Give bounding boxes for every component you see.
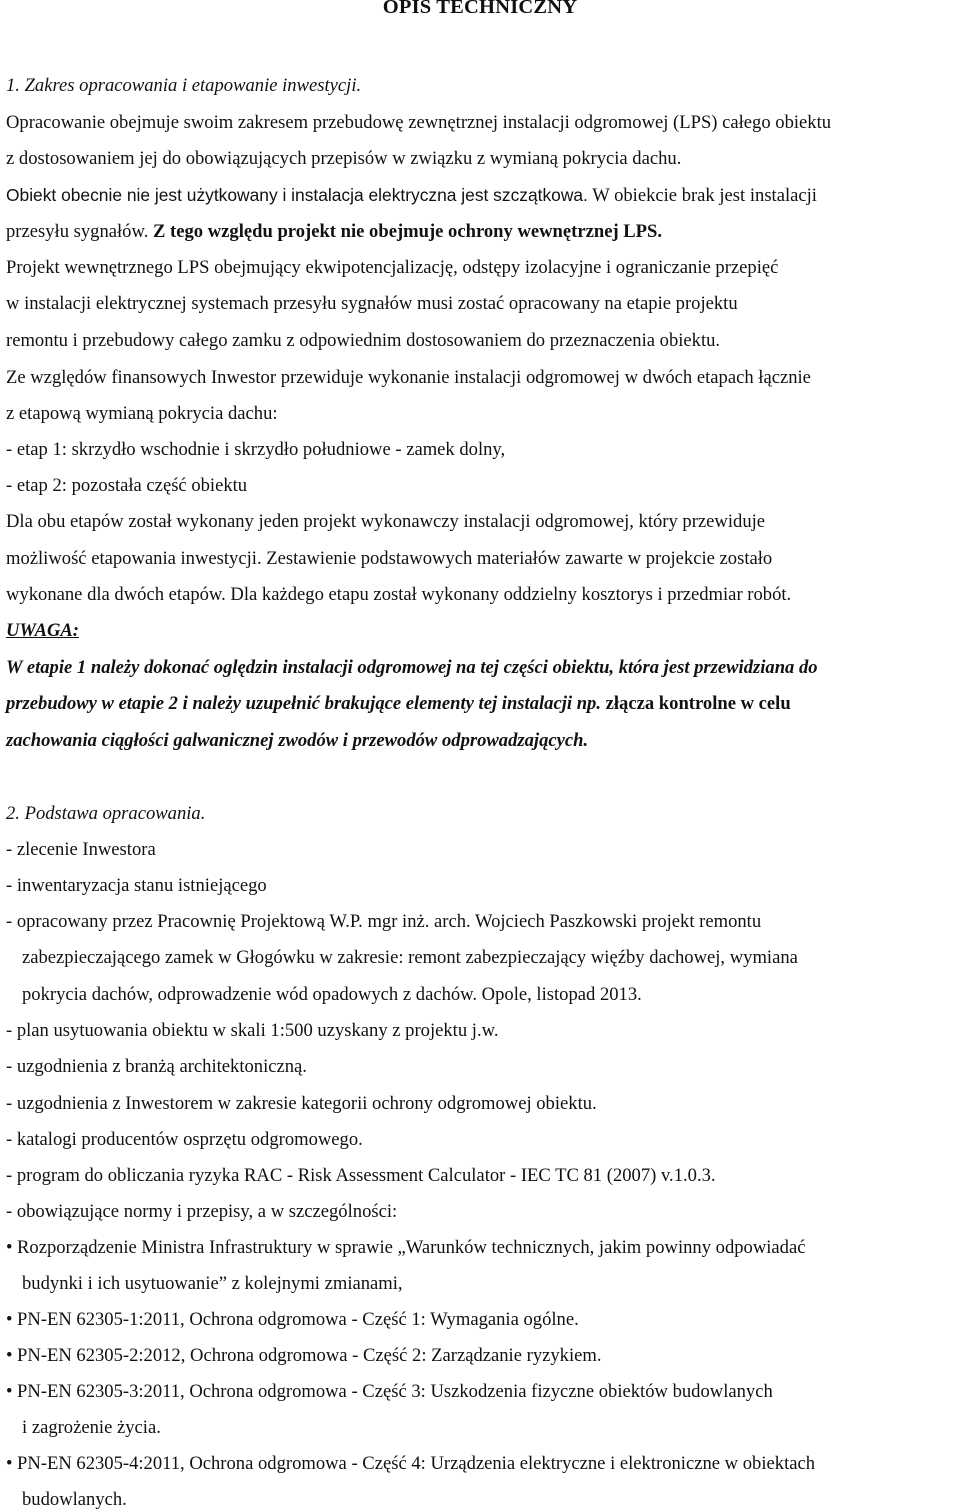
warning-line: W etapie 1 należy dokonać oględzin instalacji odgromowej na tej części obiektu, która jest przewidziana do [6,657,818,678]
paragraph-line [6,183,817,208]
document-title: OPIS TECHNICZNY [382,0,578,18]
norm-text: Rozporządzenie Ministra Infrastruktury w sprawie „Warunków technicznych, jakim powinny odpowiadać [17,1237,806,1258]
paragraph-line: remontu i przebudowy całego zamku z odpowiednim dostosowaniem do przeznaczenia obiektu. [6,330,721,351]
bullet-icon: • [6,1345,13,1366]
list-item: - plan usytuowania obiektu w skali 1:500 uzyskany z projektu j.w. [6,1020,499,1041]
warning-text: złącza kontrolne w celu [605,693,791,714]
bullet-icon: • [6,1237,13,1258]
paragraph-line: w instalacji elektrycznej systemach przesyłu sygnałów musi zostać opracowany na etapie projektu [6,293,738,314]
list-item: - inwentaryzacja stanu istniejącego [6,875,267,896]
norm-item [6,1344,602,1368]
list-item: - zlecenie Inwestora [6,839,156,860]
paragraph-text: Obiekt obecnie nie jest użytkowany i instalacja elektryczna jest szczątkowa. [6,185,588,205]
norm-text: PN-EN 62305-4:2011, Ochrona odgromowa - Część 4: Urządzenia elektryczne i elektroniczne w obiektach [17,1453,816,1474]
list-item: - uzgodnienia z Inwestorem w zakresie kategorii ochrony odgromowej obiektu. [6,1093,597,1114]
warning-line [6,692,791,716]
paragraph-line: Projekt wewnętrznego LPS obejmujący ekwipotencjalizację, odstępy izolacyjne i ograniczanie przepięć [6,257,779,278]
list-item-continuation: pokrycia dachów, odprowadzenie wód opadowych z dachów. Opole, listopad 2013. [22,984,642,1005]
paragraph-line: Opracowanie obejmuje swoim zakresem przebudowę zewnętrznej instalacji odgromowej (LPS) całego obiektu [6,112,832,133]
bold-note: Z tego względu projekt nie obejmuje ochrony wewnętrznej LPS. [153,221,663,242]
list-item-continuation: zabezpieczającego zamek w Głogówku w zakresie: remont zabezpieczający więźby dachowej, wymiana [22,947,798,968]
paragraph-text: przesyłu sygnałów. [6,221,153,242]
paragraph-line: z dostosowaniem jej do obowiązujących przepisów w związku z wymianą pokrycia dachu. [6,148,682,169]
list-item: - obowiązujące normy i przepisy, a w szczególności: [6,1201,398,1222]
section-1-heading: 1. Zakres opracowania i etapowanie inwestycji. [6,75,362,96]
warning-label: UWAGA: [6,620,80,641]
norm-item [6,1236,805,1260]
norm-item [6,1452,815,1476]
norm-item [6,1380,773,1404]
paragraph-line: z etapową wymianą pokrycia dachu: [6,403,278,424]
list-item: - uzgodnienia z branżą architektoniczną. [6,1056,307,1077]
norm-item-continuation: i zagrożenie życia. [22,1417,161,1438]
paragraph-line: Dla obu etapów został wykonany jeden projekt wykonawczy instalacji odgromowej, który przewiduje [6,511,766,532]
warning-line: zachowania ciągłości galwanicznej zwodów i przewodów odprowadzających. [6,730,589,751]
section-2-heading: 2. Podstawa opracowania. [6,803,206,824]
paragraph-line [6,220,662,244]
list-item: - opracowany przez Pracownię Projektową W.P. mgr inż. arch. Wojciech Paszkowski projekt remontu [6,911,762,932]
list-item: - program do obliczania ryzyka RAC - Risk Assessment Calculator - IEC TC 81 (2007) v.1.0.3. [6,1165,716,1186]
bullet-icon: • [6,1453,13,1474]
bullet-icon: • [6,1309,13,1330]
norm-item-continuation: budowlanych. [22,1489,127,1510]
bullet-icon: • [6,1381,13,1402]
norm-item [6,1308,579,1332]
stage-item: - etap 1: skrzydło wschodnie i skrzydło południowe - zamek dolny, [6,439,506,460]
paragraph-line: wykonane dla dwóch etapów. Dla każdego etapu został wykonany oddzielny kosztorys i przedmiar robót. [6,584,792,605]
stage-item: - etap 2: pozostała część obiektu [6,475,248,496]
norm-text: PN-EN 62305-3:2011, Ochrona odgromowa - Część 3: Uszkodzenia fizyczne obiektów budowlanych [17,1381,773,1402]
list-item: - katalogi producentów osprzętu odgromowego. [6,1129,363,1150]
paragraph-line: możliwość etapowania inwestycji. Zestawienie podstawowych materiałów zawarte w projekcie zostało [6,548,773,569]
norm-text: PN-EN 62305-1:2011, Ochrona odgromowa - Część 1: Wymagania ogólne. [17,1309,579,1330]
norm-item-continuation: budynki i ich usytuowanie” z kolejnymi zmianami, [22,1273,403,1294]
paragraph-text: W obiekcie brak jest instalacji [587,185,817,206]
paragraph-line: Ze względów finansowych Inwestor przewiduje wykonanie instalacji odgromowej w dwóch etapach łącznie [6,367,811,388]
norm-text: PN-EN 62305-2:2012, Ochrona odgromowa - Część 2: Zarządzanie ryzykiem. [17,1345,602,1366]
warning-text: przebudowy w etapie 2 i należy uzupełnić brakujące elementy tej instalacji np. [6,693,606,714]
